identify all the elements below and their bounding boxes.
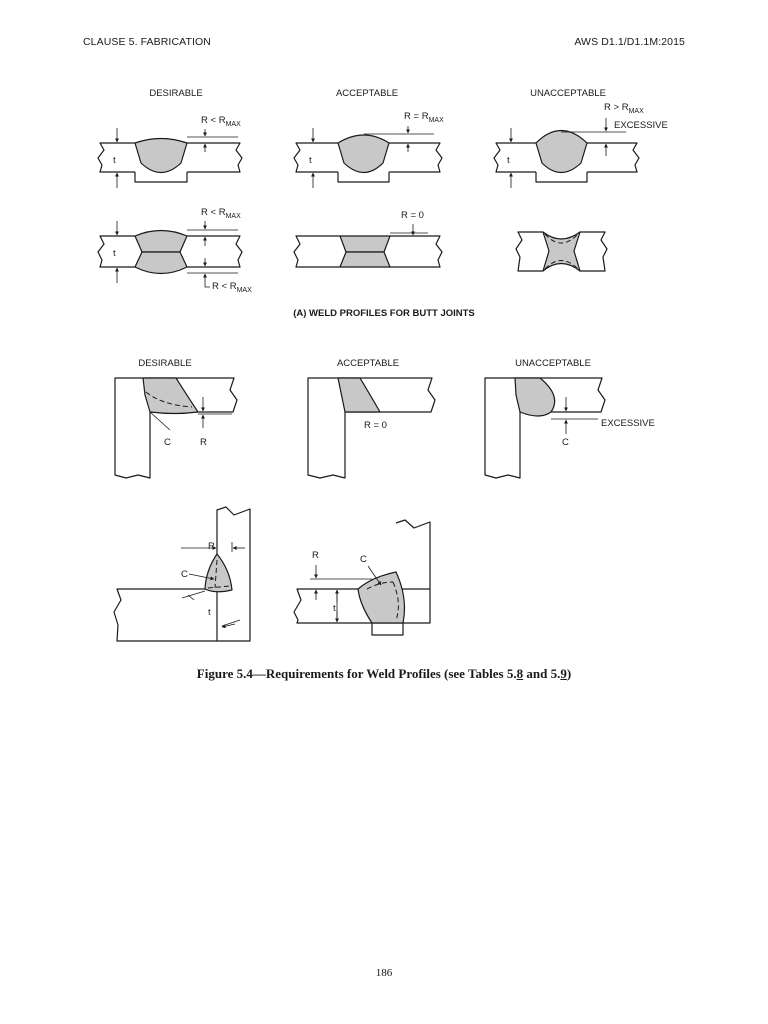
corner-joint-unacceptable [485, 378, 655, 478]
label-r-gt-rmax [604, 102, 644, 115]
butt-joint-unacceptable-1 [494, 102, 668, 188]
butt-joint-acceptable-1 [294, 111, 444, 188]
label-r: R [218, 115, 226, 126]
caption-table-9: 9 [560, 666, 567, 681]
label-r: R [201, 207, 208, 218]
label-unacceptable-a: UNACCEPTABLE [530, 88, 606, 99]
label-acceptable-b: ACCEPTABLE [336, 358, 400, 369]
label-t: t [113, 155, 116, 166]
label-excessive: EXCESSIVE [614, 120, 668, 131]
caption-mid: and 5. [523, 666, 561, 681]
butt-joint-acceptable-2 [294, 210, 442, 267]
label-excessive: EXCESSIVE [601, 418, 655, 429]
label-r: R [201, 115, 208, 126]
label-unacceptable-b: UNACCEPTABLE [515, 358, 591, 369]
caption-table-8: 8 [516, 666, 524, 681]
label-lt: < [207, 207, 219, 218]
figure-caption [0, 666, 768, 682]
label-r: R [200, 437, 207, 448]
label-r-lt-rmax [201, 115, 241, 128]
label-t: t [113, 248, 116, 259]
running-header-left: CLAUSE 5. FABRICATION [83, 36, 211, 48]
label-c: C [164, 437, 171, 448]
label-max: MAX [225, 121, 241, 128]
label-c: C [562, 437, 569, 448]
label-r-lt-rmax-top [201, 207, 241, 220]
corner-joint-acceptable [308, 378, 435, 478]
section-a-title: (A) WELD PROFILES FOR BUTT JOINTS [293, 308, 475, 319]
label-acceptable-a: ACCEPTABLE [335, 88, 399, 99]
running-header-right: AWS D1.1/D1.1M:2015 [574, 36, 685, 48]
label-c: C [181, 569, 188, 580]
label-r: R [621, 102, 629, 113]
butt-joint-desirable-1 [98, 115, 242, 188]
t-joint-fillet-weld [114, 507, 250, 641]
caption-suffix: ) [566, 666, 572, 681]
page-number: 186 [375, 967, 393, 979]
butt-joint-desirable-2 [98, 207, 252, 294]
label-r: R [604, 102, 611, 113]
label-max: MAX [236, 287, 252, 294]
butt-joint-unacceptable-2 [516, 232, 607, 271]
caption-prefix: Figure 5.4—Requirements for Weld Profiles (see Tables 5. [196, 666, 517, 681]
t-joint-groove-fillet-weld [294, 520, 430, 635]
label-lt: < [207, 115, 219, 126]
label-t: t [333, 603, 336, 614]
label-r-zero-b: R = 0 [364, 420, 387, 431]
label-lt-prefix: R < [212, 281, 230, 292]
label-max: MAX [628, 108, 644, 115]
label-r-eq-rmax [404, 111, 444, 124]
label-desirable-a: DESIRABLE [149, 88, 203, 99]
label-max: MAX [225, 213, 241, 220]
label-r: R [404, 111, 411, 122]
label-t: t [309, 155, 312, 166]
label-eq: = [410, 111, 422, 122]
label-max: MAX [428, 117, 444, 124]
label-r-lt-rmax-bottom [212, 281, 252, 294]
label-c: C [360, 554, 367, 565]
label-desirable-b: DESIRABLE [138, 358, 192, 369]
label-r: R [218, 207, 226, 218]
label-r: R [208, 541, 215, 552]
label-t: t [208, 607, 211, 618]
label-gt: > [610, 102, 622, 113]
label-r: R [229, 281, 237, 292]
label-r-zero-a: R = 0 [401, 210, 424, 221]
label-t: t [507, 155, 510, 166]
label-r: R [312, 550, 319, 561]
label-r: R [421, 111, 429, 122]
corner-joint-desirable [115, 378, 237, 478]
